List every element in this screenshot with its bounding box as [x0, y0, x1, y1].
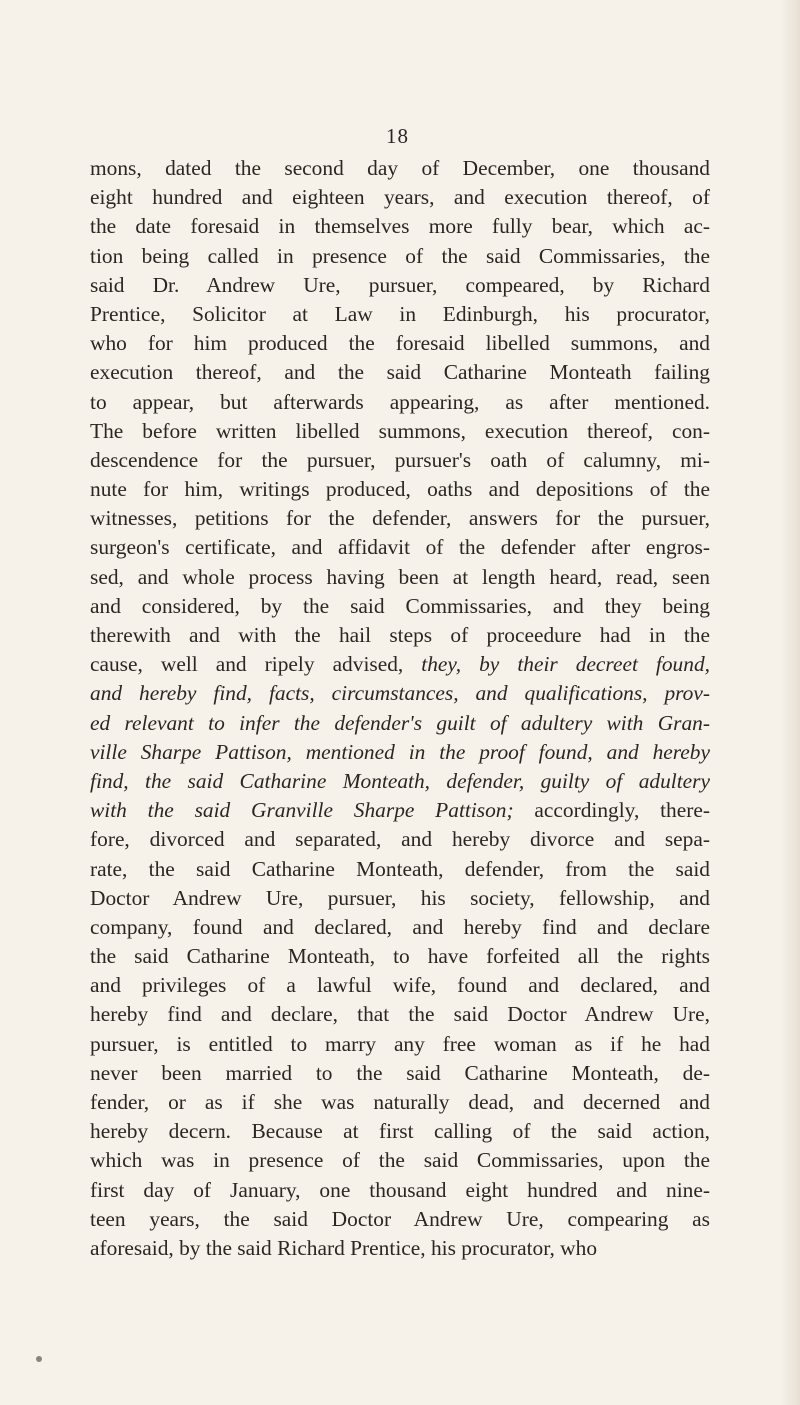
italic-text: and hereby find, facts, circumstances, and qualifications, prov- — [90, 681, 710, 706]
italic-text: ed relevant to infer the defender's guilt of adultery with Gran- — [90, 710, 710, 735]
italic-text: they, by their decreet found, — [421, 652, 710, 677]
text-line — [90, 1000, 710, 1029]
text-segment: cause, well and ripely advised, — [90, 652, 422, 677]
text-segment: first day of January, one thousand eight hundred and nine- — [90, 1177, 710, 1202]
text-segment: aforesaid, by the said Richard Prentice, his procurator, who — [90, 1235, 598, 1260]
text-segment: the said Catharine Monteath, to have forfeited all the rights — [90, 944, 710, 969]
text-line — [90, 942, 710, 971]
text-line — [90, 855, 710, 884]
text-segment: to appear, but afterwards appearing, as after mentioned. — [90, 389, 710, 414]
text-segment: hereby find and declare, that the said Doctor Andrew Ure, — [90, 1002, 710, 1027]
text-segment: and considered, by the said Commissaries, and they being — [90, 593, 710, 618]
ink-speck — [36, 1356, 42, 1362]
text-line — [90, 533, 710, 562]
text-line — [90, 1059, 710, 1088]
text-line — [90, 242, 710, 271]
italic-text: find, the said Catharine Monteath, defender, guilty of adultery — [90, 768, 710, 793]
text-line — [90, 1234, 710, 1263]
text-line — [90, 1205, 710, 1234]
text-segment: company, found and declared, and hereby find and declare — [90, 914, 710, 939]
text-segment: tion being called in presence of the said Commissaries, the — [90, 243, 710, 268]
text-segment: who for him produced the foresaid libelled summons, and — [90, 331, 710, 356]
text-line — [90, 650, 710, 679]
text-segment: surgeon's certificate, and affidavit of the defender after engros- — [90, 535, 710, 560]
text-segment: eight hundred and eighteen years, and execution thereof, of — [90, 185, 710, 210]
text-line — [90, 388, 710, 417]
body-text — [90, 154, 710, 1263]
text-line — [90, 621, 710, 650]
text-line — [90, 679, 710, 708]
text-line — [90, 709, 710, 738]
italic-text: ville Sharpe Pattison, mentioned in the proof found, and hereby — [90, 739, 710, 764]
text-line — [90, 1088, 710, 1117]
text-segment: pursuer, is entitled to marry any free woman as if he had — [90, 1031, 710, 1056]
text-line — [90, 183, 710, 212]
text-line — [90, 767, 710, 796]
text-segment: fore, divorced and separated, and hereby divorce and sepa- — [90, 827, 710, 852]
text-line — [90, 271, 710, 300]
italic-text: with the said Granville Sharpe Pattison; — [90, 798, 514, 823]
text-line — [90, 446, 710, 475]
text-segment: which was in presence of the said Commissaries, upon the — [90, 1148, 710, 1173]
text-line — [90, 475, 710, 504]
text-line — [90, 592, 710, 621]
text-line — [90, 154, 710, 183]
text-segment: and privileges of a lawful wife, found and declared, and — [90, 973, 710, 998]
text-line — [90, 913, 710, 942]
text-line — [90, 1146, 710, 1175]
text-segment: The before written libelled summons, execution thereof, con- — [90, 418, 710, 443]
text-line — [90, 738, 710, 767]
page-number: 18 — [386, 124, 409, 148]
text-segment: Prentice, Solicitor at Law in Edinburgh, his procurator, — [90, 301, 710, 326]
text-line — [90, 796, 710, 825]
text-line — [90, 358, 710, 387]
text-segment: descendence for the pursuer, pursuer's oath of calumny, mi- — [90, 447, 710, 472]
text-segment: mons, dated the second day of December, one thousand — [90, 156, 710, 180]
text-segment: never been married to the said Catharine Monteath, de- — [90, 1060, 710, 1085]
text-line — [90, 504, 710, 533]
text-line — [90, 971, 710, 1000]
text-segment: the date foresaid in themselves more fully bear, which ac- — [90, 214, 710, 239]
text-line — [90, 300, 710, 329]
text-segment: sed, and whole process having been at length heard, read, seen — [90, 564, 710, 589]
text-line — [90, 417, 710, 446]
text-line — [90, 884, 710, 913]
text-segment: witnesses, petitions for the defender, answers for the pursuer, — [90, 506, 710, 531]
page-edge-shadow — [780, 0, 800, 1405]
text-segment: teen years, the said Doctor Andrew Ure, compearing as — [90, 1206, 710, 1231]
text-line — [90, 1030, 710, 1059]
text-segment: said Dr. Andrew Ure, pursuer, compeared, by Richard — [90, 272, 710, 297]
text-segment: rate, the said Catharine Monteath, defender, from the said — [90, 856, 710, 881]
text-line — [90, 825, 710, 854]
text-segment: therewith and with the hail steps of proceedure had in the — [90, 623, 710, 647]
text-segment: Doctor Andrew Ure, pursuer, his society, fellowship, and — [90, 885, 710, 910]
text-segment: hereby decern. Because at first calling of the said action, — [90, 1119, 710, 1144]
text-line — [90, 563, 710, 592]
text-line — [90, 1176, 710, 1205]
text-line — [90, 329, 710, 358]
text-segment: nute for him, writings produced, oaths and depositions of the — [90, 477, 710, 502]
text-line — [90, 1117, 710, 1146]
text-segment: execution thereof, and the said Catharine Monteath failing — [90, 360, 710, 385]
text-segment: fender, or as if she was naturally dead, and decerned and — [90, 1090, 710, 1114]
text-line — [90, 212, 710, 241]
text-segment: accordingly, there- — [513, 798, 710, 823]
